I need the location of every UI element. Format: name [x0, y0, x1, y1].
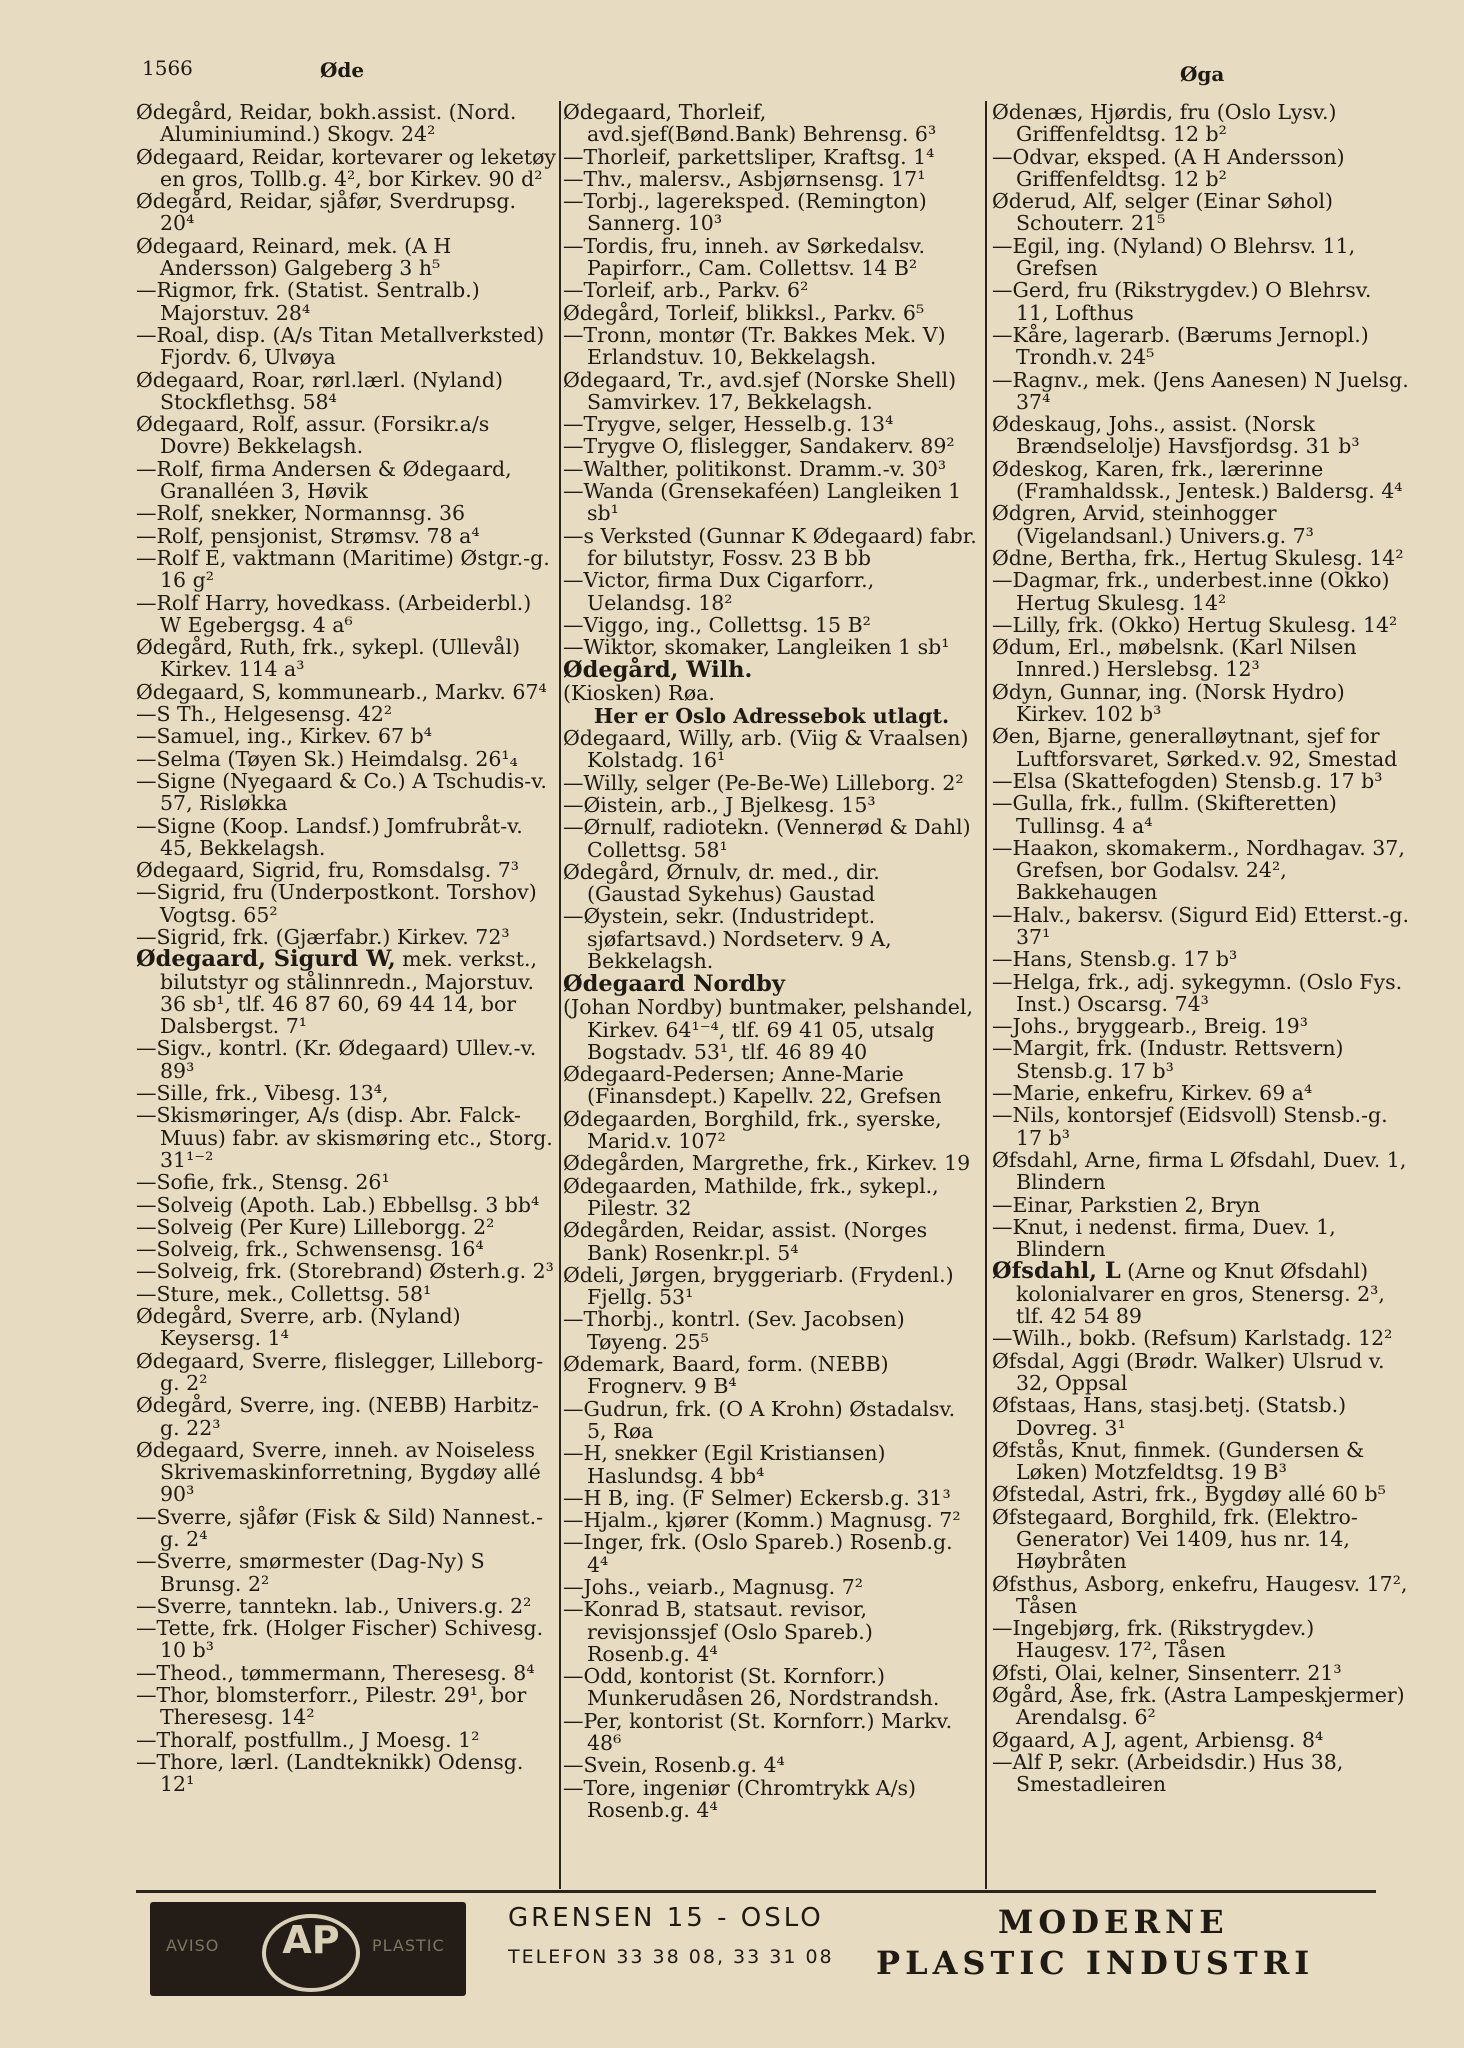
directory-entry: —Signe (Koop. Landsf.) Jomfrubråt-v. 45, Bekkelagsh.: [136, 813, 523, 860]
directory-entry: Øfsthus, Asborg, enkefru, Haugesv. 17², Tåsen: [992, 1571, 1408, 1618]
directory-entry: —Konrad B, statsaut. revisor, revisjonssjef (Oslo Spareb.) Rosenb.g. 4⁴: [563, 1597, 873, 1666]
directory-entry: —Nils, kontorsjef (Eidsvoll) Stensb.-g. 17 b³: [992, 1103, 1388, 1150]
directory-entry: —S Th., Helgesensg. 42²: [136, 702, 393, 727]
directory-entry: —Solveig (Apoth. Lab.) Ebbellsg. 3 bb⁴: [136, 1192, 540, 1217]
directory-entry: —Roal, disp. (A/s Titan Metallverksted) Fjordv. 6, Ulvøya: [136, 322, 545, 370]
directory-column-1: [136, 101, 556, 1796]
directory-entry: —Hjalm., kjører (Komm.) Magnusg. 7²: [563, 1508, 961, 1533]
directory-entry: (Kiosken) Røa.: [563, 681, 715, 706]
directory-entry: Øfsdahl, L (Arne og Knut Øfsdahl) kolonialvarer en gros, Stenersg. 2³, tlf. 42 54 89: [992, 1258, 1385, 1329]
directory-entry: —Ørnulf, radiotekn. (Vennerød & Dahl) Collettsg. 58¹: [563, 815, 971, 862]
directory-entry: —Sverre, sjåfør (Fisk & Sild) Nannest.-g. 2⁴: [136, 1504, 544, 1551]
directory-entry: —Dagmar, frk., underbest.inne (Okko) Hertug Skulesg. 14²: [992, 568, 1390, 615]
directory-entry: —Willy, selger (Pe-Be-We) Lilleborg. 2²: [563, 770, 964, 795]
directory-entry: Ødegård, Sverre, ing. (NEBB) Harbitz-g. 22³: [136, 1393, 539, 1440]
directory-entry: —Sigrid, fru (Underpostkont. Torshov) Vogtsg. 65²: [136, 880, 537, 927]
directory-entry: —Tette, frk. (Holger Fischer) Schivesg. 10 b³: [136, 1616, 544, 1663]
directory-entry: —Helga, frk., adj. sykegymn. (Oslo Fys. Inst.) Oscarsg. 74³: [992, 969, 1403, 1016]
directory-entry: Her er Oslo Adressebok utlagt.: [593, 703, 950, 728]
directory-entry: Øgaard, A J, agent, Arbiensg. 8⁴: [992, 1727, 1324, 1752]
directory-entry: Ødegård, Reidar, bokh.assist. (Nord. Aluminiumind.) Skogv. 24²: [136, 100, 517, 147]
directory-entry: Ødemark, Baard, form. (NEBB) Frognerv. 9 B⁴: [563, 1352, 889, 1399]
directory-entry: Ødum, Erl., møbelsnk. (Karl Nilsen Innred.) Herslebsg. 12³: [992, 635, 1357, 682]
directory-entry: Øfstås, Knut, finmek. (Gundersen & Løken) Motzfeldtsg. 19 B³: [992, 1437, 1365, 1485]
footer-rule: [136, 1890, 1376, 1893]
directory-entry: Ødegård, Torleif, blikksl., Parkv. 6⁵: [563, 300, 925, 325]
directory-entry: Øderud, Alf, selger (Einar Søhol) Schouterr. 21⁵: [992, 189, 1333, 236]
directory-entry: —Odvar, eksped. (A H Andersson) Griffenfeldtsg. 12 b²: [992, 144, 1345, 191]
directory-entry: —Rolf Harry, hovedkass. (Arbeiderbl.) W Egebergsg. 4 a⁶: [136, 590, 532, 637]
directory-entry: —Viggo, ing., Collettsg. 15 B²: [563, 612, 871, 637]
directory-entry: Ødegaard-Pedersen; Anne-Marie (Finansdept.) Kapellv. 22, Grefsen: [563, 1062, 942, 1109]
directory-entry: Ødegaard, Sigurd W, mek. verkst., bilutstyr og stålinnredn., Majorstuv. 36 sb¹, tlf. 46 87 60, 69 44 14, bor Dalsbergst. 7¹: [136, 946, 537, 1039]
directory-entry: —Sigrid, frk. (Gjærfabr.) Kirkev. 72³: [136, 924, 510, 949]
directory-entry: Ødegaard, Sigrid, fru, Romsdalsg. 7³: [136, 858, 520, 883]
directory-entry: —Kåre, lagerarb. (Bærums Jernopl.) Trondh.v. 24⁵: [992, 322, 1369, 370]
directory-entry: —Thore, lærl. (Landteknikk) Odensg. 12¹: [136, 1749, 524, 1797]
directory-entry: Ødegården, Reidar, assist. (Norges Bank) Rosenkr.pl. 5⁴: [563, 1218, 928, 1265]
directory-entry: —H B, ing. (F Selmer) Eckersb.g. 31³: [563, 1485, 951, 1510]
right-running-head: Øga: [1180, 62, 1225, 86]
directory-entry: —Sigv., kontrl. (Kr. Ødegaard) Ullev.-v. 89³: [136, 1036, 537, 1083]
directory-entry: Ødeskog, Karen, frk., lærerinne (Framhaldssk., Jentesk.) Baldersg. 4⁴: [992, 456, 1403, 504]
advert-title-line1: MODERNE: [998, 1903, 1229, 1941]
directory-entry: —Lilly, frk. (Okko) Hertug Skulesg. 14²: [992, 612, 1398, 637]
directory-entry: —Sofie, frk., Stensg. 26¹: [136, 1170, 390, 1195]
directory-entry: —Sture, mek., Collettsg. 58¹: [136, 1281, 432, 1306]
directory-entry: —Solveig, frk., Schwensensg. 16⁴: [136, 1237, 484, 1262]
advert-address: GRENSEN 15 - OSLO: [508, 1903, 824, 1933]
directory-entry: —Sverre, tanntekn. lab., Univers.g. 2²: [136, 1593, 532, 1618]
directory-entry: Ødegård, Reidar, sjåfør, Sverdrupsg. 20⁴: [136, 189, 516, 236]
directory-entry: —Rolf, pensjonist, Strømsv. 78 a⁴: [136, 523, 480, 548]
directory-entry: —Thor, blomsterforr., Pilestr. 29¹, bor Theresesg. 14²: [136, 1683, 527, 1730]
directory-entry: Ødegaard, Reinard, mek. (A H Andersson) Galgeberg 3 h⁵: [136, 233, 452, 281]
directory-entry: Ødegård, Ørnulv, dr. med., dir. (Gaustad Sykehus) Gaustad: [563, 859, 880, 907]
directory-entry: Ødgren, Arvid, steinhogger (Vigelandsanl.) Univers.g. 7³: [992, 501, 1314, 548]
directory-entry: —Wilh., bokb. (Refsum) Karlstadg. 12²: [992, 1326, 1393, 1351]
directory-entry: —Marie, enkefru, Kirkev. 69 a⁴: [992, 1081, 1313, 1106]
directory-entry: —Margit, frk. (Industr. Rettsvern) Stensb.g. 17 b³: [992, 1036, 1344, 1083]
directory-entry: —Thoralf, postfullm., J Moesg. 1²: [136, 1727, 480, 1752]
advert-phone: TELEFON 33 38 08, 33 31 08: [508, 1946, 834, 1968]
directory-entry: Ødegaard, Willy, arb. (Viig & Vraalsen) Kolstadg. 16¹: [563, 726, 969, 773]
directory-entry: —Odd, kontorist (St. Kornforr.) Munkerudåsen 26, Nordstrandsh.: [563, 1664, 940, 1711]
directory-entry: —Rolf, snekker, Normannsg. 36: [136, 501, 466, 526]
directory-entry: Ødegaard, Rolf, assur. (Forsikr.a/s Dovre) Bekkelagsh.: [136, 412, 490, 459]
directory-entry: —Knut, i nedenst. firma, Duev. 1, Blindern: [992, 1214, 1336, 1262]
directory-entry: Øfstedal, Astri, frk., Bygdøy allé 60 b⁵: [992, 1482, 1386, 1507]
directory-entry: Ødegaard Nordby: [563, 971, 785, 998]
directory-entry: Ødenæs, Hjørdis, fru (Oslo Lysv.) Griffenfeldtsg. 12 b²: [992, 100, 1337, 147]
directory-entry: —Theod., tømmermann, Theresesg. 8⁴: [136, 1660, 535, 1685]
directory-entry: —Trygve O, flislegger, Sandakerv. 89²: [563, 434, 955, 459]
directory-entry: Ødegaard, Sverre, flislegger, Lilleborg-g. 2²: [136, 1348, 544, 1395]
directory-entry: —Thorleif, parkettsliper, Kraftsg. 1⁴: [563, 144, 935, 169]
directory-entry: —Tore, ingeniør (Chromtrykk A/s) Rosenb.g. 4⁴: [563, 1775, 916, 1822]
directory-entry: —Rigmor, frk. (Statist. Sentralb.) Majorstuv. 28⁴: [136, 278, 480, 325]
directory-entry: —Thorbj., kontrl. (Sev. Jacobsen) Tøyeng. 25⁵: [563, 1307, 905, 1354]
directory-entry: Ødyn, Gunnar, ing. (Norsk Hydro) Kirkev. 102 b³: [992, 679, 1345, 727]
directory-entry: —Elsa (Skattefogden) Stensb.g. 17 b³: [992, 768, 1383, 793]
directory-entry: Ødegaard, Sverre, inneh. av Noiseless Skrivemaskinforretning, Bygdøy allé 90³: [136, 1437, 541, 1507]
directory-entry: —Wanda (Grensekaféen) Langleiken 1 sb¹: [563, 479, 962, 526]
column-divider: [559, 101, 561, 1889]
directory-entry: —Solveig, frk. (Storebrand) Østerh.g. 2³: [136, 1259, 554, 1284]
directory-entry: Øfstegaard, Borghild, frk. (Elektro-Generator) Vei 1409, hus nr. 14, Høybråten: [992, 1504, 1358, 1574]
directory-entry: —Egil, ing. (Nyland) O Blehrsv. 11, Grefsen: [992, 233, 1356, 281]
directory-entry: Ødeskaug, Johs., assist. (Norsk Brændselolje) Havsfjordsg. 31 b³: [992, 412, 1360, 459]
advert-title-line2: PLASTIC INDUSTRI: [876, 1944, 1315, 1982]
directory-entry: —Alf P, sekr. (Arbeidsdir.) Hus 38, Smestadleiren: [992, 1749, 1344, 1797]
directory-entry: Ødegaarden, Borghild, frk., syerske, Marid.v. 107²: [563, 1106, 942, 1154]
directory-entry: —Johs., bryggearb., Breig. 19³: [992, 1014, 1308, 1039]
directory-entry: —Trygve, selger, Hesselb.g. 13⁴: [563, 412, 894, 437]
directory-entry: —Skismøringer, A/s (disp. Abr. Falck-Muus) fabr. av skismøring etc., Storg. 31¹⁻²: [136, 1103, 553, 1172]
directory-entry: —Ragnv., mek. (Jens Aanesen) N Juelsg. 37⁴: [992, 367, 1409, 414]
logo-side-right: PLASTIC: [372, 1936, 445, 1955]
directory-entry: —Sverre, smørmester (Dag-Ny) S Brunsg. 2²: [136, 1549, 485, 1596]
directory-entry: —Per, kontorist (St. Kornforr.) Markv. 48⁶: [563, 1708, 953, 1756]
directory-entry: Ødegården, Margrethe, frk., Kirkev. 19: [563, 1151, 971, 1176]
directory-entry: —Halv., bakersv. (Sigurd Eid) Etterst.-g. 37¹: [992, 902, 1409, 949]
directory-entry: —Tordis, fru, inneh. av Sørkedalsv. Papirforr., Cam. Collettsv. 14 B²: [563, 233, 926, 281]
directory-entry: Øfsti, Olai, kelner, Sinsenterr. 21³: [992, 1660, 1342, 1685]
directory-entry: Ødegård, Sverre, arb. (Nyland) Keysersg. 1⁴: [136, 1304, 461, 1351]
directory-entry: —Gulla, frk., fullm. (Skifteretten) Tullinsg. 4 a⁴: [992, 791, 1337, 838]
directory-entry: —Rolf, firma Andersen & Ødegaard, Granalléen 3, Høvik: [136, 456, 512, 504]
directory-entry: —Hans, Stensb.g. 17 b³: [992, 947, 1238, 972]
directory-entry: —Johs., veiarb., Magnusg. 7²: [563, 1575, 863, 1599]
directory-entry: Ødegaard, S, kommunearb., Markv. 67⁴: [136, 679, 547, 704]
directory-entry: —Walther, politikonst. Dramm.-v. 30³: [563, 456, 947, 481]
directory-entry: —Victor, firma Dux Cigarforr., Uelandsg. 18²: [563, 568, 875, 615]
directory-entry: Ødegård, Wilh.: [563, 657, 753, 684]
directory-entry: Ødegaard, Tr., avd.sjef (Norske Shell) Samvirkev. 17, Bekkelagsh.: [563, 367, 957, 414]
column-divider: [985, 101, 987, 1889]
directory-entry: —Wiktor, skomaker, Langleiken 1 sb¹: [563, 635, 950, 660]
directory-entry: —Sille, frk., Vibesg. 13⁴,: [136, 1081, 389, 1106]
logo-letters: AP: [282, 1918, 340, 1962]
directory-entry: Ødeli, Jørgen, bryggeriarb. (Frydenl.) Fjellg. 53¹: [563, 1262, 954, 1310]
directory-entry: Ødne, Bertha, frk., Hertug Skulesg. 14²: [992, 545, 1404, 570]
page-number: 1566: [142, 56, 193, 80]
directory-entry: —Øystein, sekr. (Industridept. sjøfartsavd.) Nordseterv. 9 A, Bekkelagsh.: [563, 904, 892, 973]
directory-entry: —Tronn, montør (Tr. Bakkes Mek. V) Erlandstuv. 10, Bekkelagsh.: [563, 322, 946, 370]
left-running-head: Øde: [320, 58, 365, 82]
directory-entry: —Rolf E, vaktmann (Maritime) Østgr.-g. 16 g²: [136, 545, 550, 593]
directory-entry: Øfstaas, Hans, stasj.betj. (Statsb.) Dovreg. 3¹: [992, 1393, 1347, 1440]
directory-entry: Ødegaard, Thorleif, avd.sjef(Bønd.Bank) Behrensg. 6³: [563, 100, 937, 147]
directory-entry: —Thv., malersv., Asbjørnsensg. 17¹: [563, 166, 926, 191]
directory-entry: Ødegård, Ruth, frk., sykepl. (Ullevål) Kirkev. 114 a³: [136, 635, 521, 682]
directory-entry: Øfsdahl, Arne, firma L Øfsdahl, Duev. 1, Blindern: [992, 1147, 1407, 1195]
directory-entry: —Torleif, arb., Parkv. 6²: [563, 278, 809, 303]
directory-entry: —Selma (Tøyen Sk.) Heimdalsg. 26¹₄: [136, 746, 518, 771]
directory-entry: Ødegaard, Reidar, kortevarer og leketøy en gros, Tollb.g. 4², bor Kirkev. 90 d²: [136, 144, 556, 191]
directory-entry: Øgård, Åse, frk. (Astra Lampeskjermer) Arendalsg. 6²: [992, 1683, 1405, 1730]
directory-entry: (Johan Nordby) buntmaker, pelshandel, Kirkev. 64¹⁻⁴, tlf. 69 41 05, utsalg Bogstadv. 53¹, tlf. 46 89 40: [563, 995, 973, 1064]
directory-entry: —Svein, Rosenb.g. 4⁴: [563, 1753, 785, 1778]
directory-column-3: [992, 101, 1410, 1796]
directory-entry: Ødegaard, Roar, rørl.lærl. (Nyland) Stockflethsg. 58⁴: [136, 367, 504, 414]
directory-entry: Ødegaarden, Mathilde, frk., sykepl., Pilestr. 32: [563, 1173, 939, 1220]
directory-entry: —Haakon, skomakerm., Nordhagav. 37, Grefsen, bor Godalsv. 24², Bakkehaugen: [992, 835, 1405, 905]
directory-entry: —Solveig (Per Kure) Lilleborgg. 2²: [136, 1214, 495, 1239]
directory-entry: —Ingebjørg, frk. (Rikstrygdev.) Haugesv. 17², Tåsen: [992, 1616, 1315, 1663]
directory-entry: —Samuel, ing., Kirkev. 67 b⁴: [136, 724, 432, 749]
directory-entry: —Torbj., lagereksped. (Remington) Sannerg. 10³: [563, 189, 927, 236]
directory-entry: Øfsdal, Aggi (Brødr. Walker) Ulsrud v. 32, Oppsal: [992, 1348, 1385, 1395]
directory-entry: —Gudrun, frk. (O A Krohn) Østadalsv. 5, Røa: [563, 1396, 956, 1443]
logo-side-left: AVISO: [166, 1936, 220, 1955]
directory-column-2: [563, 101, 980, 1821]
directory-entry: Øen, Bjarne, generalløytnant, sjef for Luftforsvaret, Sørked.v. 92, Smestad: [992, 724, 1398, 771]
directory-entry: —Øistein, arb., J Bjelkesg. 15³: [563, 792, 876, 817]
directory-entry: —H, snekker (Egil Kristiansen) Haslundsg. 4 bb⁴: [563, 1441, 886, 1488]
directory-entry: —Gerd, fru (Rikstrygdev.) O Blehrsv. 11, Lofthus: [992, 278, 1372, 325]
advert-logo: [150, 1902, 466, 1996]
directory-entry: —Inger, frk. (Oslo Spareb.) Rosenb.g. 4⁴: [563, 1530, 953, 1577]
directory-entry: —Signe (Nyegaard & Co.) A Tschudis-v. 57, Risløkka: [136, 768, 547, 816]
directory-entry: —s Verksted (Gunnar K Ødegaard) fabr. for bilutstyr, Fossv. 23 B bb: [563, 523, 977, 570]
directory-entry: —Einar, Parkstien 2, Bryn: [992, 1192, 1261, 1217]
